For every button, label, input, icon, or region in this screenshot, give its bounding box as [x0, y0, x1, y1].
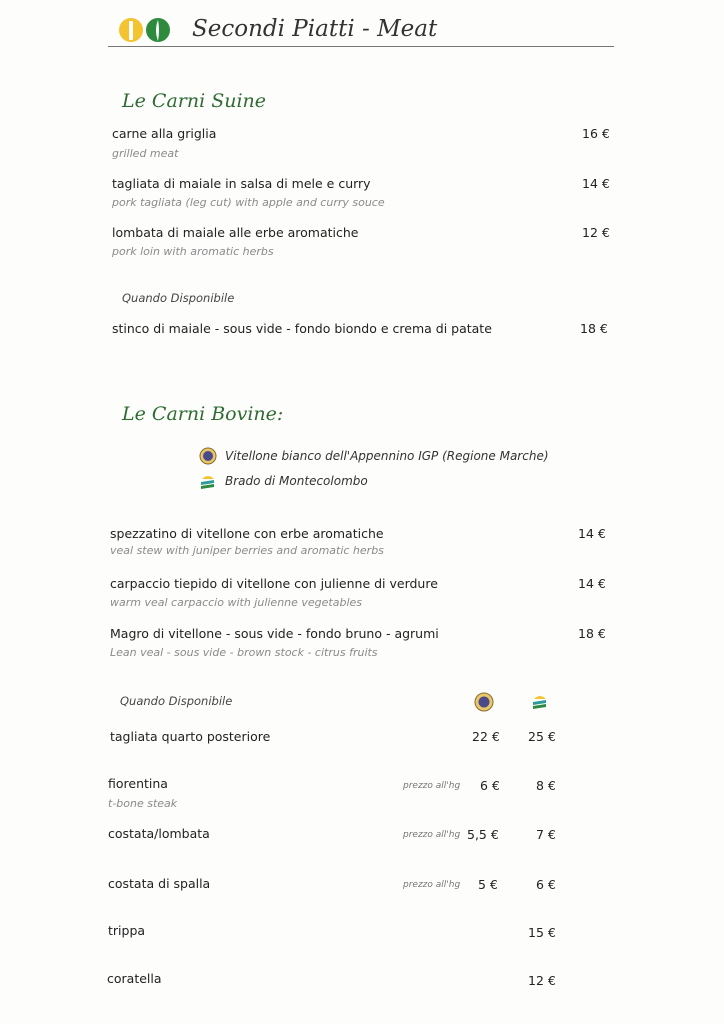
- menu-item-translation: pork tagliata (leg cut) with apple and curry souce: [112, 196, 385, 209]
- price-brado: 7 €: [536, 827, 556, 842]
- menu-item-name: spezzatino di vitellone con erbe aromatiche: [110, 526, 384, 541]
- menu-item-price: 14 €: [578, 526, 606, 541]
- menu-item-name: costata di spalla: [108, 876, 211, 891]
- price-brado: 8 €: [536, 778, 556, 793]
- available-label: Quando Disponibile: [120, 694, 233, 708]
- menu-item-price: 16 €: [582, 126, 610, 141]
- menu-item-translation: warm veal carpaccio with julienne vegetables: [110, 596, 363, 609]
- price-brado: 12 €: [528, 973, 556, 988]
- menu-item-price: 12 €: [582, 225, 610, 240]
- price-unit: prezzo all'hg: [403, 880, 461, 890]
- igp-seal-icon: [474, 692, 494, 712]
- price-unit: prezzo all'hg: [403, 830, 461, 840]
- price-unit: prezzo all'hg: [403, 781, 461, 791]
- menu-item-name: lombata di maiale alle erbe aromatiche: [112, 225, 359, 240]
- menu-item-translation: Lean veal - sous vide - brown stock - citrus fruits: [110, 646, 378, 659]
- brado-logo-icon: [531, 692, 549, 710]
- price-igp: 5,5 €: [467, 827, 499, 842]
- available-label: Quando Disponibile: [122, 291, 235, 305]
- menu-item-name: trippa: [108, 923, 146, 938]
- menu-item-price: 18 €: [580, 321, 608, 336]
- price-brado: 25 €: [528, 729, 556, 744]
- menu-item-translation: pork loin with aromatic herbs: [112, 245, 274, 258]
- menu-item-name: fiorentina: [108, 776, 168, 791]
- menu-item-name: carpaccio tiepido di vitellone con julienne di verdure: [110, 576, 438, 591]
- section-heading-suine: Le Carni Suine: [122, 90, 267, 112]
- price-igp: 5 €: [478, 877, 498, 892]
- price-brado: 15 €: [528, 925, 556, 940]
- menu-item-translation: veal stew with juniper berries and aromatic herbs: [110, 544, 384, 557]
- menu-item-name: carne alla griglia: [112, 126, 217, 141]
- menu-item-name: costata/lombata: [108, 826, 210, 841]
- menu-item-name: stinco di maiale - sous vide - fondo biondo e crema di patate: [112, 321, 492, 336]
- menu-item-translation: t-bone steak: [108, 797, 178, 810]
- legend-label-igp: Vitellone bianco dell'Appennino IGP (Regione Marche): [225, 449, 549, 463]
- header-divider: [108, 46, 614, 47]
- legend-label-brado: Brado di Montecolombo: [225, 474, 368, 488]
- igp-seal-icon: [199, 447, 217, 465]
- price-igp: 6 €: [480, 778, 500, 793]
- brado-logo-icon: [199, 472, 217, 490]
- menu-item-name: tagliata quarto posteriore: [110, 729, 271, 744]
- menu-item-name: Magro di vitellone - sous vide - fondo bruno - agrumi: [110, 626, 439, 641]
- price-brado: 6 €: [536, 877, 556, 892]
- menu-item-price: 14 €: [578, 576, 606, 591]
- price-igp: 22 €: [472, 729, 500, 744]
- page-title: Secondi Piatti - Meat: [192, 16, 438, 42]
- menu-item-price: 18 €: [578, 626, 606, 641]
- restaurant-logo: [118, 16, 172, 44]
- menu-item-name: tagliata di maiale in salsa di mele e curry: [112, 176, 371, 191]
- section-heading-bovine: Le Carni Bovine:: [122, 403, 284, 425]
- menu-item-translation: grilled meat: [112, 147, 179, 160]
- menu-item-price: 14 €: [582, 176, 610, 191]
- menu-item-name: coratella: [107, 971, 162, 986]
